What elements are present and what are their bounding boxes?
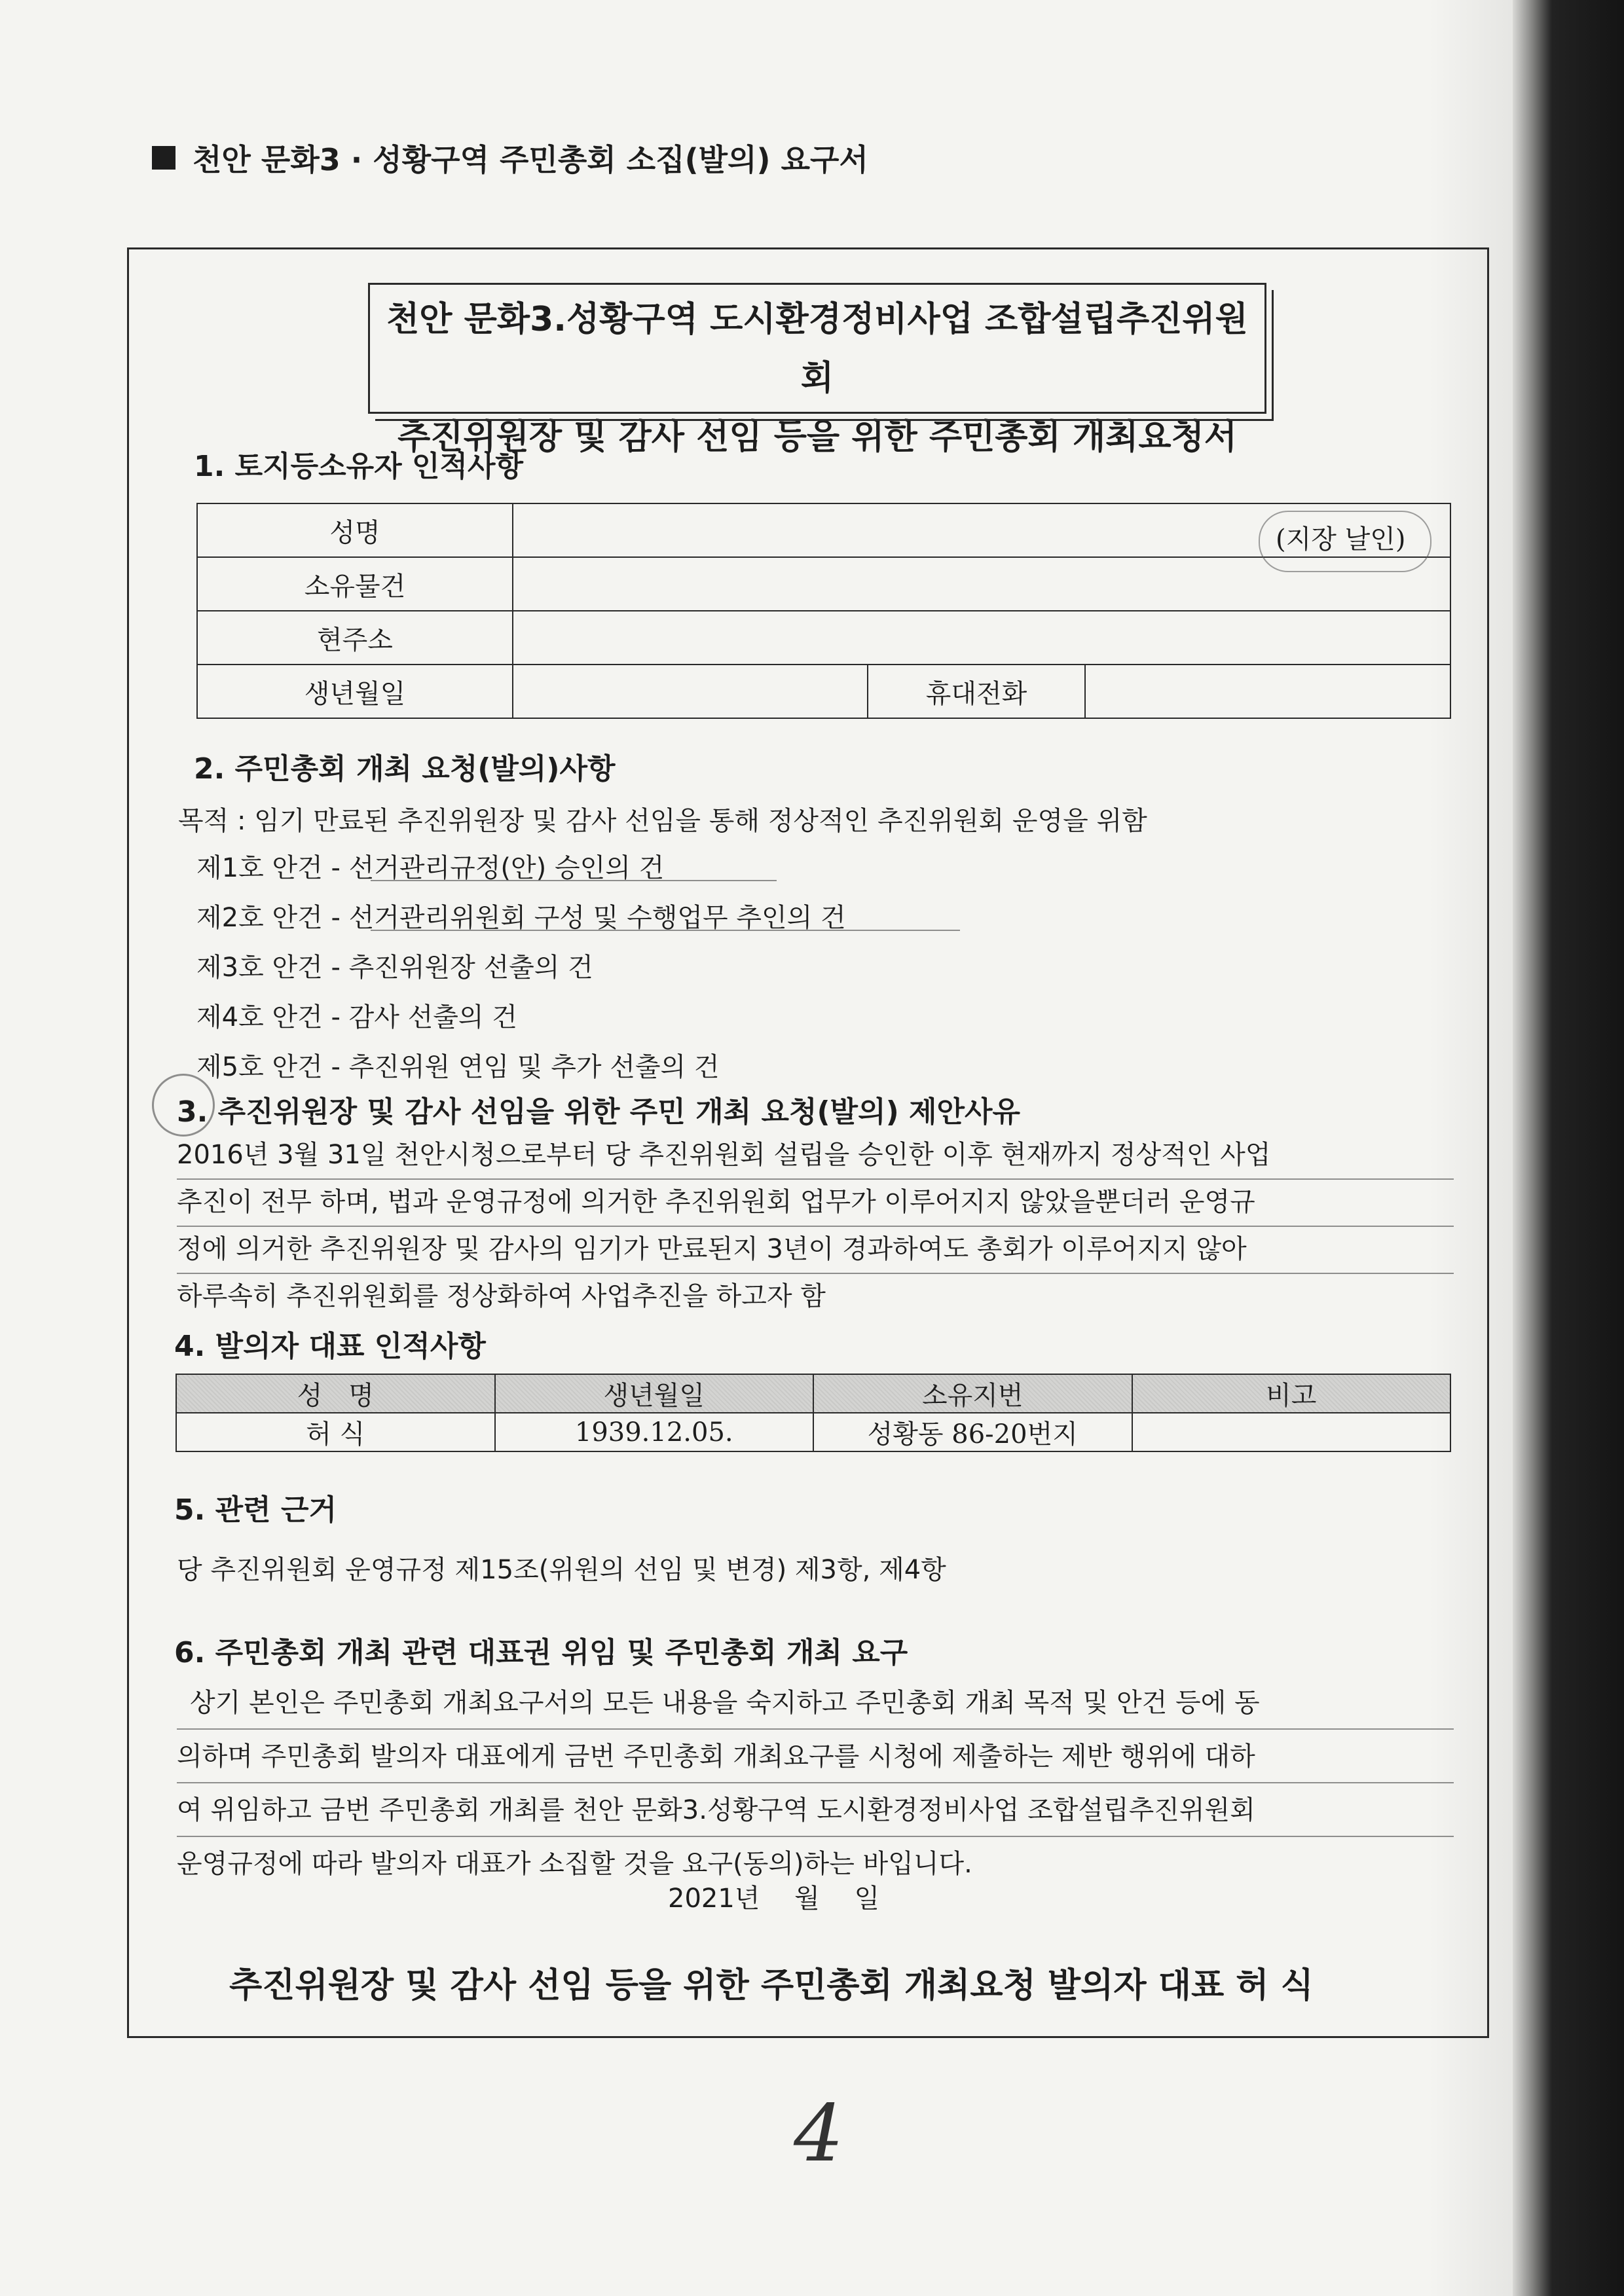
form-title-line1: 천안 문화3.성황구역 도시환경정비사업 조합설립추진위원회 — [386, 300, 1248, 398]
pen-underline — [371, 930, 960, 931]
table-row — [197, 611, 1450, 665]
section6-heading: 6. 주민총회 개최 관련 대표권 위임 및 주민총회 개최 요구 — [174, 1636, 908, 1669]
pen-underline — [177, 1782, 1454, 1783]
col-lot-number: 소유지번 — [813, 1374, 1132, 1413]
agenda-item-2: 제2호 안건 - 선거관리위원회 구성 및 수행업무 추인의 건 — [196, 903, 846, 933]
legal-basis-text: 당 추진위원회 운영규정 제15조(위원의 선임 및 변경) 제3항, 제4항 — [177, 1555, 946, 1585]
form-title-line2: 추진위원장 및 감사 선임 등을 위한 주민총회 개최요청서 — [397, 418, 1238, 457]
proposer-name: 허 식 — [176, 1413, 495, 1451]
birthdate-label: 생년월일 — [197, 665, 513, 718]
proposer-birthdate: 1939.12.05. — [495, 1413, 814, 1451]
handwritten-page-number: 4 — [794, 2088, 844, 2179]
date-line: 2021년 월 일 — [668, 1884, 880, 1914]
proposal-reason-line: 하루속히 추진위원회를 정상화하여 사업추진을 하고자 함 — [177, 1281, 826, 1311]
name-label: 성명 — [197, 503, 513, 557]
section4-heading: 4. 발의자 대표 인적사항 — [174, 1330, 486, 1363]
proposal-reason-line: 추진이 전무 하며, 법과 운영규정에 의거한 추진위원회 업무가 이루어지지 않았을뿐더러 운영규 — [177, 1187, 1255, 1217]
purpose-text: 목적 : 임기 만료된 추진위원장 및 감사 선임을 통해 정상적인 추진위원회 운영을 위함 — [178, 806, 1147, 836]
agenda-item-4: 제4호 안건 - 감사 선출의 건 — [196, 1002, 517, 1032]
table-header-row — [176, 1374, 1450, 1413]
section1-heading: 1. 토지등소유자 인적사항 — [194, 450, 524, 483]
table-row — [197, 665, 1450, 718]
pen-underline — [177, 1728, 1454, 1730]
col-name: 성 명 — [176, 1374, 495, 1413]
scan-edge-shadow — [1513, 0, 1624, 2296]
birthdate-field[interactable] — [513, 665, 868, 718]
section5-heading: 5. 관련 근거 — [174, 1493, 337, 1527]
delegation-line: 여 위임하고 금번 주민총회 개최를 천안 문화3.성황구역 도시환경정비사업 조합설립추진위원회 — [177, 1795, 1255, 1825]
fingerprint-stamp-label: (지장 날인) — [1276, 519, 1406, 556]
section2-heading: 2. 주민총회 개최 요청(발의)사항 — [194, 752, 616, 786]
pen-underline — [371, 880, 777, 881]
table-row — [176, 1413, 1450, 1451]
agenda-item-5: 제5호 안건 - 추진위원 연임 및 추가 선출의 건 — [196, 1052, 720, 1082]
phone-label: 휴대전화 — [868, 665, 1085, 718]
agenda-item-1: 제1호 안건 - 선거관리규정(안) 승인의 건 — [196, 853, 665, 883]
black-square-icon — [152, 146, 175, 170]
delegation-line: 의하며 주민총회 발의자 대표에게 금번 주민총회 개최요구를 시청에 제출하는 제반 행위에 대하 — [177, 1741, 1255, 1772]
pen-underline — [177, 1273, 1454, 1274]
section3-heading: 3. 추진위원장 및 감사 선임을 위한 주민 개최 요청(발의) 제안사유 — [177, 1095, 1021, 1129]
table-row — [197, 557, 1450, 611]
form-title-box — [368, 283, 1266, 457]
signature-line: 추진위원장 및 감사 선임 등을 위한 주민총회 개최요청 발의자 대표 허 식 — [229, 1966, 1314, 2005]
delegation-line: 상기 본인은 주민총회 개최요구서의 모든 내용을 숙지하고 주민총회 개최 목적 및 안건 등에 동 — [190, 1688, 1260, 1718]
proposal-reason-line: 정에 의거한 추진위원장 및 감사의 임기가 만료된지 3년이 경과하여도 총회가 이루어지지 않아 — [177, 1234, 1247, 1264]
col-remarks: 비고 — [1132, 1374, 1451, 1413]
proposal-reason-line: 2016년 3월 31일 천안시청으로부터 당 추진위원회 설립을 승인한 이후 현재까지 정상적인 사업 — [177, 1140, 1271, 1170]
agenda-item-3: 제3호 안건 - 추진위원장 선출의 건 — [196, 953, 593, 983]
phone-field[interactable] — [1085, 665, 1450, 718]
address-label: 현주소 — [197, 611, 513, 665]
pen-underline — [177, 1836, 1454, 1837]
pen-underline — [177, 1226, 1454, 1227]
document-header — [152, 136, 868, 179]
proposer-remarks — [1132, 1413, 1451, 1451]
proposer-lot-number: 성황동 86-20번지 — [813, 1413, 1132, 1451]
property-label: 소유물건 — [197, 557, 513, 611]
delegation-line: 운영규정에 따라 발의자 대표가 소집할 것을 요구(동의)하는 바입니다. — [177, 1849, 972, 1879]
header-title: 천안 문화3 · 성황구역 주민총회 소집(발의) 요구서 — [193, 142, 868, 177]
col-birthdate: 생년월일 — [495, 1374, 814, 1413]
proposer-table — [175, 1374, 1451, 1452]
pen-underline — [177, 1178, 1454, 1180]
address-field[interactable] — [513, 611, 1450, 665]
delegation-text — [177, 1676, 1260, 1891]
